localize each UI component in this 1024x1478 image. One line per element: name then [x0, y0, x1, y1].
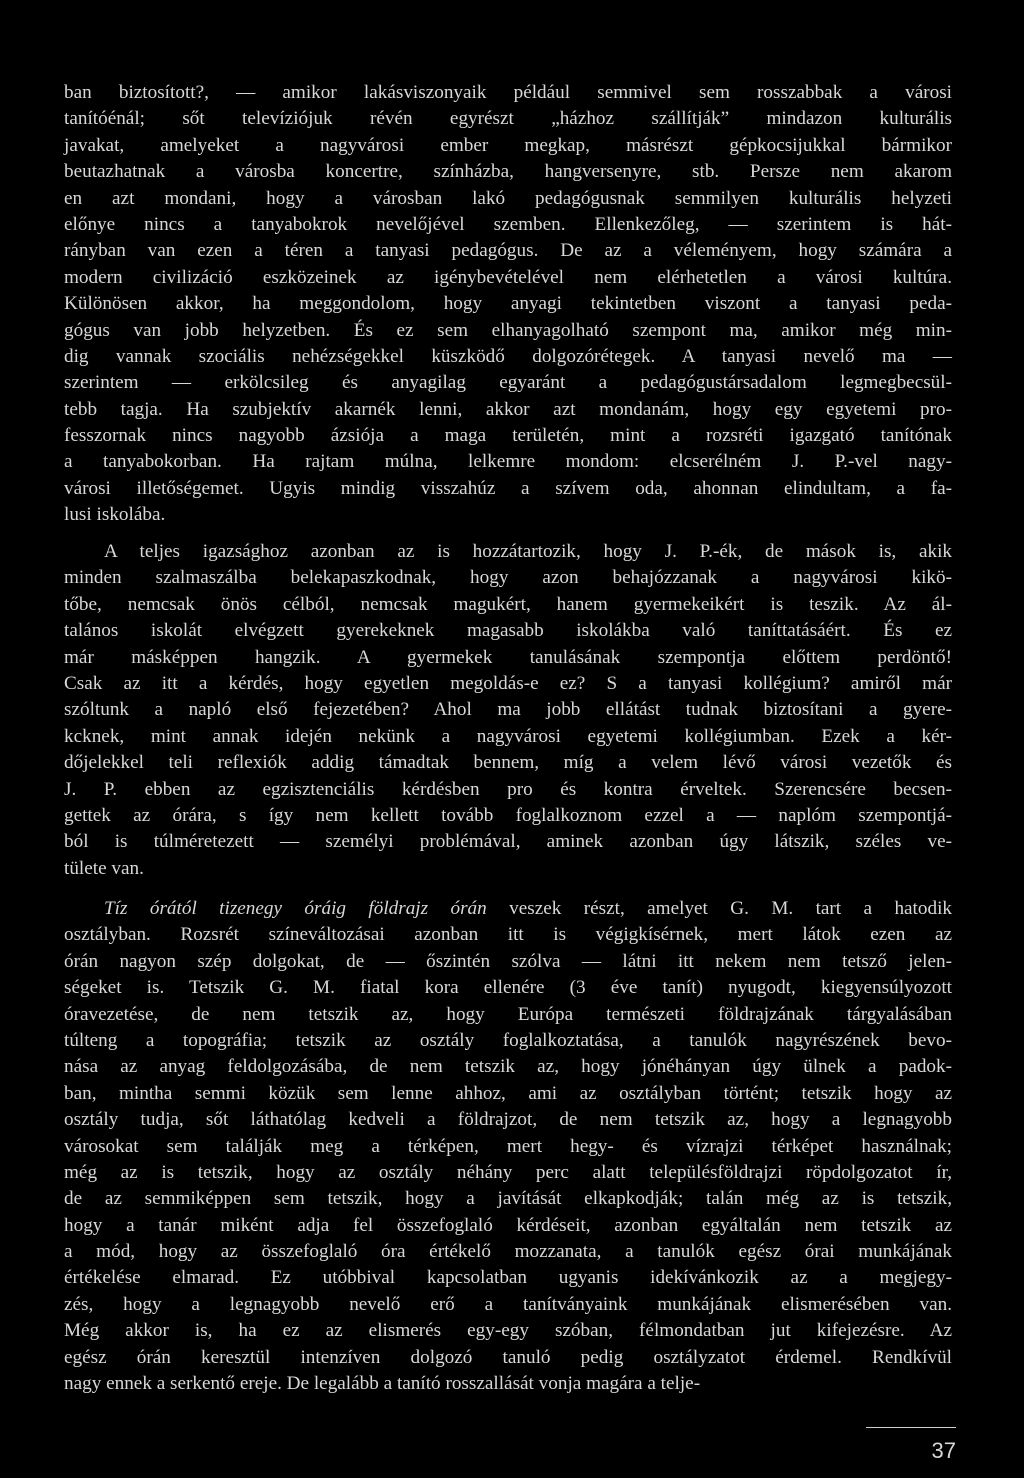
text-line — [64, 1002, 952, 1028]
text-line — [64, 1318, 952, 1344]
text-line — [64, 565, 952, 591]
text-line — [64, 1160, 952, 1186]
line-text: gógus van jobb helyzetben. És ez sem elhanyagolható szempont ma, amikor még min- — [64, 319, 952, 341]
text-line — [64, 803, 952, 829]
text-line — [64, 592, 952, 618]
text-line — [64, 449, 952, 475]
line-text: még az is tetszik, hogy az osztály néhány perc alatt településföldrajzi röpdolgozatot ír, — [64, 1161, 952, 1183]
page-number: 37 — [931, 1438, 956, 1463]
text-line — [64, 829, 952, 855]
line-text: en azt mondani, hogy a városban lakó pedagógusnak semmilyen kulturális helyzeti — [64, 187, 952, 209]
line-text: dőjelekkel teli reflexiók addig támadtak bennem, míg a velem lévő városi vezetők és — [64, 752, 952, 774]
line-text: fesszornak nincs nagyobb ázsiója a maga területén, mint a rozsréti igazgató tanítónak — [64, 425, 952, 447]
footer-rule — [866, 1427, 956, 1428]
text-line — [64, 344, 952, 370]
line-text: tülete van. — [64, 857, 144, 879]
text-line — [64, 106, 952, 132]
text-line — [64, 423, 952, 449]
line-text: de az semmiképpen sem tetszik, hogy a javítását elkapkodják; talán még az is tetszik, — [64, 1188, 952, 1210]
text-line — [64, 80, 952, 106]
text-line — [64, 265, 952, 291]
line-text: veszek részt, amelyet G. M. tart a hatodik — [486, 898, 952, 919]
line-text: városokat sem találják meg a térképen, mert hegy- és vízrajzi térképet használnak; — [64, 1135, 952, 1157]
line-text: a tanyabokorban. Ha rajtam múlna, lelkemre mondom: elcserélném J. P.-vel nagy- — [64, 451, 952, 473]
text-line — [64, 1292, 952, 1318]
line-text: túlteng a topográfia; tetszik az osztály foglalkoztatása, a tanulók nagyrészének bevo- — [64, 1029, 952, 1051]
paragraph-1 — [64, 80, 952, 529]
line-text: zés, hogy a legnagyobb nevelő erő a tanítványaink munkájának elismerésében van. — [64, 1293, 952, 1315]
line-text: a mód, hogy az összefoglaló óra értékelő mozzanata, a tanulók egész órai munkájának — [64, 1241, 952, 1263]
line-text: talános iskolát elvégzett gyerekeknek magasabb iskolákba való taníttatásáért. És ez — [64, 620, 952, 642]
line-text: városi illetőségemet. Ugyis mindig visszahúz a szívem oda, ahonnan elindultam, a fa- — [64, 477, 952, 499]
text-line — [64, 238, 952, 264]
line-text: már másképpen hangzik. A gyermekek tanulásának szempontja előttem perdöntő! — [64, 646, 952, 668]
line-text: hogy a tanár miként adja fel összefoglaló kérdéseit, azonban egyáltalán nem tetszik az — [64, 1214, 952, 1236]
text-line — [64, 186, 952, 212]
line-text: J. P. ebben az egzisztenciális kérdésben pro és kontra érveltek. Szerencsére becsen- — [64, 778, 952, 800]
text-line — [64, 1186, 952, 1212]
text-line — [64, 697, 952, 723]
text-line — [64, 1134, 952, 1160]
text-line — [64, 1371, 952, 1397]
line-text: szerintem — erkölcsileg és anyagilag egyaránt a pedagógustársadalom legmegbecsül- — [64, 372, 952, 394]
text-line — [64, 777, 952, 803]
line-text: tanítóénál; sőt televíziójuk révén egyrészt „házhoz szállítják” mindazon kulturális — [64, 108, 952, 130]
text-line — [64, 949, 952, 975]
line-text: értékelése elmarad. Ez utóbbival kapcsolatban ugyanis idekívánkozik az a megjegy- — [64, 1267, 952, 1289]
line-text: Csak az itt a kérdés, hogy egyetlen megoldás-e ez? S a tanyasi kollégium? amiről már — [64, 672, 952, 694]
line-text: ban biztosított?, — amikor lakásviszonyaik például semmivel sem rosszabbak a városi — [64, 82, 952, 103]
line-text: javakat, amelyeket a nagyvárosi ember megkap, másrészt gépkocsijukkal bármikor — [64, 134, 952, 156]
text-line — [64, 750, 952, 776]
line-text: beutazhatnak a városba koncertre, színházba, hangversenyre, stb. Persze nem akarom — [64, 161, 952, 183]
line-text: A teljes igazsághoz azonban az is hozzátartozik, hogy J. P.-ék, de mások is, akik — [104, 541, 952, 562]
text-line — [64, 1345, 952, 1371]
line-text: ban, mintha semmi közük sem lenne ahhoz, ami az osztályban történt; tetszik hogy az — [64, 1082, 952, 1104]
text-line — [64, 159, 952, 185]
line-text: osztályban. Rozsrét színeváltozásai azonban itt is végigkísérnek, mert látok ezen az — [64, 924, 952, 946]
line-text: gettek az órára, s így nem kellett tovább foglalkoznom ezzel a — naplóm szempontjá- — [64, 804, 952, 826]
text-line — [64, 318, 952, 344]
line-text: Még akkor is, ha ez az elismerés egy-egy szóban, félmondatban jut kifejezésre. Az — [64, 1320, 952, 1342]
line-text: órán nagyon szép dolgokat, de — őszintén szólva — látni itt nekem nem tetsző jelen- — [64, 950, 952, 972]
text-line — [64, 502, 952, 528]
text-line — [64, 896, 952, 922]
line-text: rányban van ezen a téren a tanyasi pedagógus. De az a véleményem, hogy számára a — [64, 240, 952, 262]
text-line — [64, 671, 952, 697]
line-text: nása az anyag feldolgozásába, de nem tetszik az, hogy jónéhányan úgy ülnek a padok- — [64, 1056, 952, 1078]
text-line — [64, 397, 952, 423]
text-line — [64, 476, 952, 502]
line-text: minden szalmaszálba belekapaszkodnak, hogy azon behajózzanak a nagyvárosi kikö- — [64, 567, 952, 589]
text-line — [64, 856, 952, 882]
line-text: ségeket is. Tetszik G. M. fiatal kora ellenére (3 éve tanít) nyugodt, kiegyensúlyozott — [64, 977, 952, 999]
line-text: előnye nincs a tanyabokrok nevelőjével szemben. Ellenkezőleg, — szerintem is hát- — [64, 213, 952, 235]
text-line — [64, 370, 952, 396]
line-text: tebb tagja. Ha szubjektív akarnék lenni, akkor azt mondanám, hogy egy egyetemi pro- — [64, 398, 952, 420]
text-line — [64, 1081, 952, 1107]
text-line — [64, 1028, 952, 1054]
text-line — [64, 724, 952, 750]
line-text: Különösen akkor, ha meggondolom, hogy anyagi tekintetben viszont a tanyasi peda- — [64, 293, 952, 315]
line-text: kcknek, mint annak idején nekünk a nagyvárosi egyetemi kollégiumban. Ezek a kér- — [64, 725, 952, 747]
line-text: egész órán keresztül intenzíven dolgozó tanuló pedig osztályzatot érdemel. Rendkívül — [64, 1346, 952, 1368]
line-text: szóltunk a napló első fejezetében? Ahol ma jobb ellátást tudnak biztosítani a gyere- — [64, 699, 952, 721]
paragraph-2 — [64, 539, 952, 882]
line-text: tőbe, nemcsak önös célból, nemcsak magukért, hanem gyermekeikért is teszik. Az ál- — [64, 593, 952, 615]
text-line — [64, 1239, 952, 1265]
text-line — [64, 975, 952, 1001]
line-text: osztály tudja, sőt láthatólag kedveli a földrajzot, de nem tetszik az, hogy a legnagyobb — [64, 1109, 952, 1131]
text-line — [64, 645, 952, 671]
line-text: lusi iskolába. — [64, 504, 166, 526]
line-text: dig vannak szociális nehézségekkel küszködő dolgozórétegek. A tanyasi nevelő ma — — [64, 345, 952, 367]
text-line — [64, 133, 952, 159]
text-line — [64, 922, 952, 948]
line-text: nagy ennek a serkentő ereje. De legalább a tanító rosszallását vonja magára a telje- — [64, 1373, 701, 1395]
italic-lead: Tíz órától tizenegy óráig földrajz órán — [104, 898, 487, 919]
text-line — [64, 1107, 952, 1133]
text-line — [64, 1213, 952, 1239]
line-text: óravezetése, de nem tetszik az, hogy Európa természeti földrajzának tárgyalásában — [64, 1003, 952, 1025]
text-line — [64, 539, 952, 565]
text-line — [64, 1265, 952, 1291]
text-line — [64, 212, 952, 238]
text-line — [64, 1054, 952, 1080]
text-line — [64, 291, 952, 317]
paragraph-3 — [64, 896, 952, 1397]
text-line — [64, 618, 952, 644]
line-text: ból is túlméretezett — személyi problémával, aminek azonban úgy látszik, széles ve- — [64, 831, 952, 853]
line-text: modern civilizáció eszközeinek az igénybevételével nem elérhetetlen a városi kultúra. — [64, 266, 952, 288]
